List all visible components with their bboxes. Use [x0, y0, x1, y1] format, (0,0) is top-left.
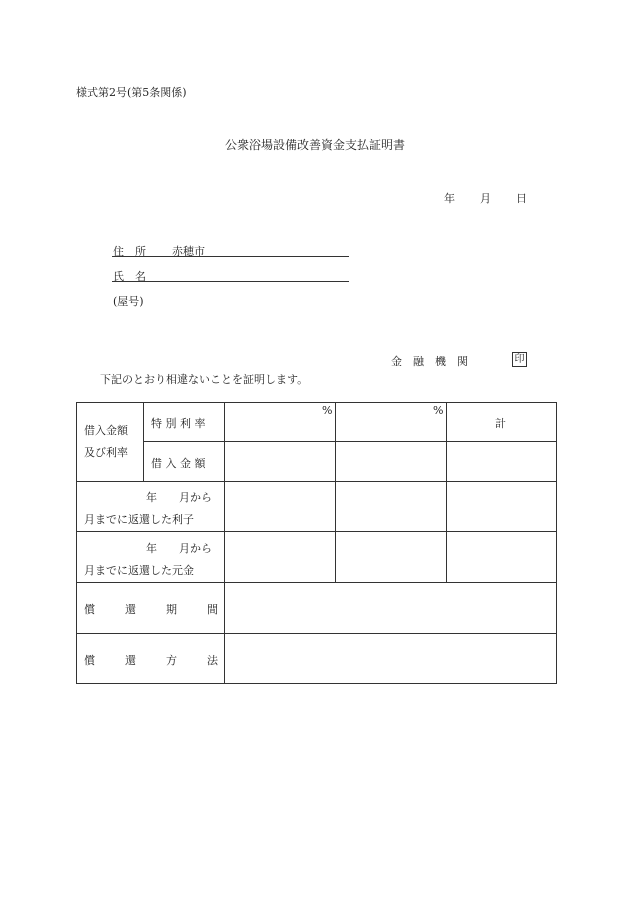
repayment-period-char: 償: [84, 603, 95, 616]
address-value: 赤穂市: [172, 245, 205, 258]
special-rate-label: 特 別 利 率: [151, 417, 206, 430]
percent-sign-2: %: [433, 404, 444, 417]
total-label: 計: [495, 417, 506, 430]
loan-rate-group-label-2: 及び利率: [84, 446, 128, 459]
table-line: [76, 633, 556, 634]
table-border-top: [76, 402, 556, 403]
address-underline: [112, 256, 349, 257]
date-year-label: 年: [444, 192, 455, 205]
repayment-period-char: 還: [125, 603, 136, 616]
percent-sign-1: %: [322, 404, 333, 417]
repayment-period-char: 間: [207, 603, 218, 616]
repayment-method-char: 法: [207, 654, 218, 667]
name-label: 氏 名: [113, 270, 146, 283]
principal-period-until: 月までに返還した元金: [84, 564, 194, 577]
name-underline: [112, 281, 349, 282]
address-label: 住 所: [113, 245, 146, 258]
loan-rate-group-label-1: 借入金額: [84, 424, 128, 437]
certification-statement: 下記のとおり相違ないことを証明します。: [100, 373, 309, 386]
interest-period-from: 年 月から: [146, 491, 212, 504]
document-title: 公衆浴場設備改善資金支払証明書: [224, 138, 405, 152]
table-line: [76, 582, 556, 583]
table-line: [446, 402, 447, 582]
repayment-method-char: 方: [166, 654, 177, 667]
principal-period-from: 年 月から: [146, 542, 212, 555]
repayment-period-char: 期: [166, 603, 177, 616]
table-line: [143, 402, 144, 481]
seal-mark: 印: [512, 352, 527, 367]
table-border-bottom: [76, 683, 557, 684]
loan-amount-label: 借 入 金 額: [151, 457, 206, 470]
shop-name-label: (屋号): [113, 295, 144, 308]
table-line: [224, 402, 225, 683]
table-line: [76, 481, 556, 482]
repayment-method-label: [84, 652, 218, 668]
repayment-method-char: 還: [125, 654, 136, 667]
table-line: [335, 402, 336, 582]
form-number-label: 様式第2号(第5条関係): [76, 86, 187, 99]
table-line: [76, 531, 556, 532]
repayment-period-label: [84, 601, 218, 617]
repayment-method-char: 償: [84, 654, 95, 667]
table-border-right: [556, 402, 557, 683]
interest-period-until: 月までに返還した利子: [84, 513, 194, 526]
table-line: [143, 441, 556, 442]
date-day-label: 日: [516, 192, 527, 205]
financial-institution-label: 金 融 機 関: [391, 355, 468, 368]
table-border-left: [76, 402, 77, 683]
date-month-label: 月: [480, 192, 491, 205]
